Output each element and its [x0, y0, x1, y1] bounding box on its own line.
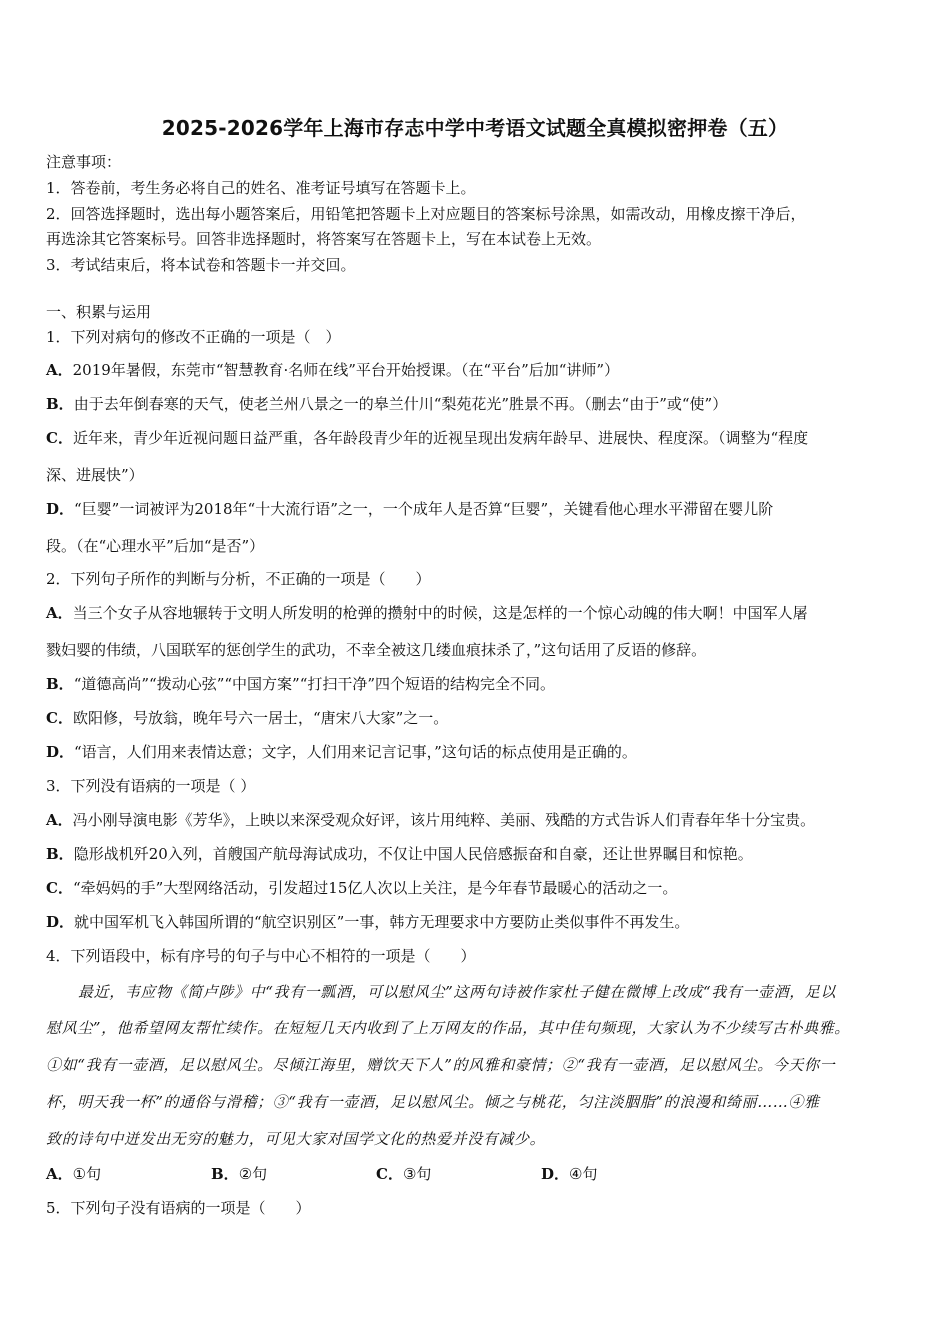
notice-item: 再选涂其它答案标号。回答非选择题时，将答案写在答题卡上，写在本试卷上无效。: [46, 230, 602, 248]
section-heading: 一、积累与运用: [46, 303, 152, 321]
option-text: 欧阳修，号放翁，晚年号六一居士，“唐宋八大家”之一。: [72, 709, 449, 727]
option-text: 隐形战机歼20入列，首艘国产航母海试成功，不仅让中国人民倍感振奋和自豪，还让世界瞩目和惊艳。: [73, 845, 753, 863]
option-text: ②句: [238, 1165, 268, 1183]
option-label: B．: [211, 1165, 239, 1183]
option-text: ③句: [402, 1165, 432, 1183]
option-text: 近年来，青少年近视问题日益严重，各年龄段青少年的近视呈现出发病年龄早、进展快、程度深。（调整为“程度: [72, 429, 809, 447]
option-label: C．: [46, 429, 73, 447]
question-2-stem: 2．下列句子所作的判断与分析，不正确的一项是（ ）: [46, 570, 431, 588]
q4-passage-line: 杯，明天我一杯”的通俗与滑稽；③“我有一壶酒，足以慰风尘。倾之与桃花，匀注淡胭脂”的浪漫和绮丽……④雅: [46, 1093, 820, 1111]
option-label: C．: [376, 1165, 403, 1183]
q1-option-a: [46, 360, 908, 380]
q1-option-c-cont: 深、进展快”）: [46, 466, 144, 484]
q1-option-c: [46, 428, 908, 448]
q3-option-c: [46, 878, 908, 898]
option-text: “巨婴”一词被评为2018年“十大流行语”之一，一个成年人是否算“巨婴”，关键看他心理水平滞留在婴儿阶: [74, 500, 774, 518]
notice-item: 2．回答选择题时，选出每小题答案后，用铅笔把答题卡上对应题目的答案标号涂黑，如需改动，用橡皮擦干净后，: [46, 205, 806, 223]
notice-heading: 注意事项：: [46, 153, 122, 171]
option-label: C．: [46, 879, 73, 897]
question-3-stem: 3．下列没有语病的一项是（ ）: [46, 777, 256, 795]
q1-option-d-cont: 段。（在“心理水平”后加“是否”）: [46, 537, 265, 555]
option-text: 由于去年倒春寒的天气，使老兰州八景之一的皋兰什川“梨苑花光”胜景不再。（删去“由于”或“使”）: [73, 395, 728, 413]
option-text: 当三个女子从容地辗转于文明人所发明的枪弹的攒射中的时候，这是怎样的一个惊心动魄的伟大啊！中国军人屠: [72, 604, 808, 622]
q3-option-d: [46, 912, 908, 932]
q4-passage-line: 慰风尘”，他希望网友帮忙续作。在短短几天内收到了上万网友的作品，其中佳句频现，大家认为不少续写古朴典雅。: [46, 1019, 850, 1037]
q1-option-b: [46, 394, 908, 414]
q4-option-b: [211, 1164, 267, 1184]
q2-option-a-cont: 戮妇婴的伟绩，八国联军的惩创学生的武功，不幸全被这几缕血痕抹杀了，”这句话用了反语的修辞。: [46, 641, 707, 659]
question-4-stem: 4．下列语段中，标有序号的句子与中心不相符的一项是（ ）: [46, 947, 476, 965]
option-text: 就中国军机飞入韩国所谓的“航空识别区”一事，韩方无理要求中方要防止类似事件不再发生。: [74, 913, 690, 931]
option-label: C．: [46, 709, 73, 727]
option-text: 2019年暑假，东莞市“智慧教育·名师在线”平台开始授课。（在“平台”后加“讲师”）: [72, 361, 620, 379]
page-title: 2025-2026学年上海市存志中学中考语文试题全真模拟密押卷（五）: [161, 116, 789, 140]
option-text: “牵妈妈的手”大型网络活动，引发超过15亿人次以上关注，是今年春节最暖心的活动之一。: [72, 879, 678, 897]
question-5-stem: 5．下列句子没有语病的一项是（ ）: [46, 1199, 311, 1217]
notice-item: 1．答卷前，考生务必将自己的姓名、准考证号填写在答题卡上。: [46, 179, 476, 197]
q4-passage-line: ①如“我有一壶酒，足以慰风尘。尽倾江海里，赠饮天下人”的风雅和豪情；②“我有一壶酒，足以慰风尘。今天你一: [46, 1056, 836, 1074]
option-label: D．: [46, 743, 75, 761]
option-label: A．: [46, 604, 73, 622]
question-1-stem: 1．下列对病句的修改不正确的一项是（ ）: [46, 328, 341, 346]
option-label: D．: [46, 913, 75, 931]
q3-option-b: [46, 844, 908, 864]
q4-passage-line: 最近，韦应物《简卢陟》中“我有一瓢酒，可以慰风尘”这两句诗被作家杜子健在微博上改成“我有一壶酒，足以: [78, 983, 837, 1001]
notice-item: 3．考试结束后，将本试卷和答题卡一并交回。: [46, 256, 356, 274]
q2-option-c: [46, 708, 908, 728]
option-text: “道德高尚”“拨动心弦”“中国方案”“打扫干净”四个短语的结构完全不同。: [73, 675, 556, 693]
q2-option-a: [46, 603, 908, 623]
q4-option-d: [541, 1164, 597, 1184]
q4-option-a: [46, 1164, 101, 1184]
q1-option-d: [46, 499, 908, 519]
option-text: ①句: [72, 1165, 102, 1183]
option-label: B．: [46, 845, 74, 863]
option-label: A．: [46, 361, 73, 379]
q2-option-b: [46, 674, 908, 694]
q2-option-d: [46, 742, 908, 762]
option-text: “语言，人们用来表情达意；文字，人们用来记言记事，”这句话的标点使用是正确的。: [74, 743, 637, 761]
option-text: ④句: [569, 1165, 598, 1183]
q4-passage-line: 致的诗句中迸发出无穷的魅力，可见大家对国学文化的热爱并没有减少。: [46, 1130, 546, 1148]
q4-option-c: [376, 1164, 431, 1184]
option-label: D．: [541, 1165, 570, 1183]
option-label: D．: [46, 500, 75, 518]
option-label: B．: [46, 675, 74, 693]
option-label: A．: [46, 811, 73, 829]
option-label: A．: [46, 1165, 73, 1183]
q3-option-a: [46, 810, 908, 830]
option-label: B．: [46, 395, 74, 413]
option-text: 冯小刚导演电影《芳华》，上映以来深受观众好评，该片用纯粹、美丽、残酷的方式告诉人们青春年华十分宝贵。: [72, 811, 816, 829]
